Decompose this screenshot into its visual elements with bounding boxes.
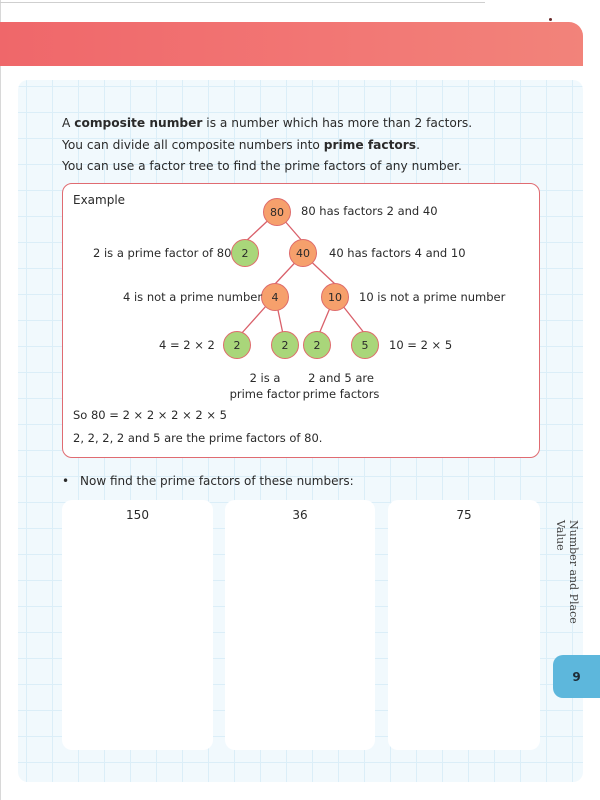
bullet-icon: • [62,474,70,488]
section-label: Number and Place Value [554,520,580,624]
page-number-tab [553,655,600,698]
example-label: Example [73,193,126,207]
tree-node-40: 40 [289,239,317,267]
tree-node-2c: 2 [303,331,331,359]
note-10: 10 is not a prime number [359,290,506,304]
summary-equation: So 80 = 2 × 2 × 2 × 2 × 5 [73,408,227,422]
answer-box-150[interactable] [62,500,213,750]
equation-10: 10 = 2 × 5 [389,338,453,352]
instruction-text: Now find the prime factors of these numbers: [80,474,354,488]
page-edge [0,0,1,800]
exercise-number: 150 [126,508,149,522]
note-4: 4 is not a prime number [123,290,263,304]
intro-line-3: You can use a factor tree to find the prime factors of any number. [62,159,462,173]
summary-statement: 2, 2, 2, 2 and 5 are the prime factors of 80. [73,431,323,445]
note-80: 80 has factors 2 and 40 [301,204,438,218]
page-number: 9 [572,669,581,684]
exercise-number: 36 [292,508,308,522]
example-box [62,183,540,458]
note-40: 40 has factors 4 and 10 [329,246,466,260]
tree-node-4: 4 [261,283,289,311]
tree-node-2-prime: 2 [231,239,259,267]
note-prime-2: 2 is a prime factor [229,371,301,401]
header-mark [549,18,552,21]
answer-box-75[interactable] [388,500,540,750]
intro-line-1: A composite number is a number which has more than 2 factors. [62,116,473,130]
instruction [62,474,354,488]
note-2-prime: 2 is a prime factor of 80 [93,246,232,260]
answer-box-36[interactable] [225,500,375,750]
tree-node-5: 5 [351,331,379,359]
tree-node-10: 10 [321,283,349,311]
tree-node-2b: 2 [271,331,299,359]
top-divider [0,2,485,3]
tree-node-80: 80 [263,198,291,226]
intro-text [62,113,472,178]
header-banner [0,22,583,66]
exercise-number: 75 [456,508,472,522]
equation-4: 4 = 2 × 2 [159,338,215,352]
intro-line-2: You can divide all composite numbers into prime factors. [62,137,420,152]
note-prime-2-5: 2 and 5 are prime factors [302,371,380,401]
tree-node-2a: 2 [223,331,251,359]
